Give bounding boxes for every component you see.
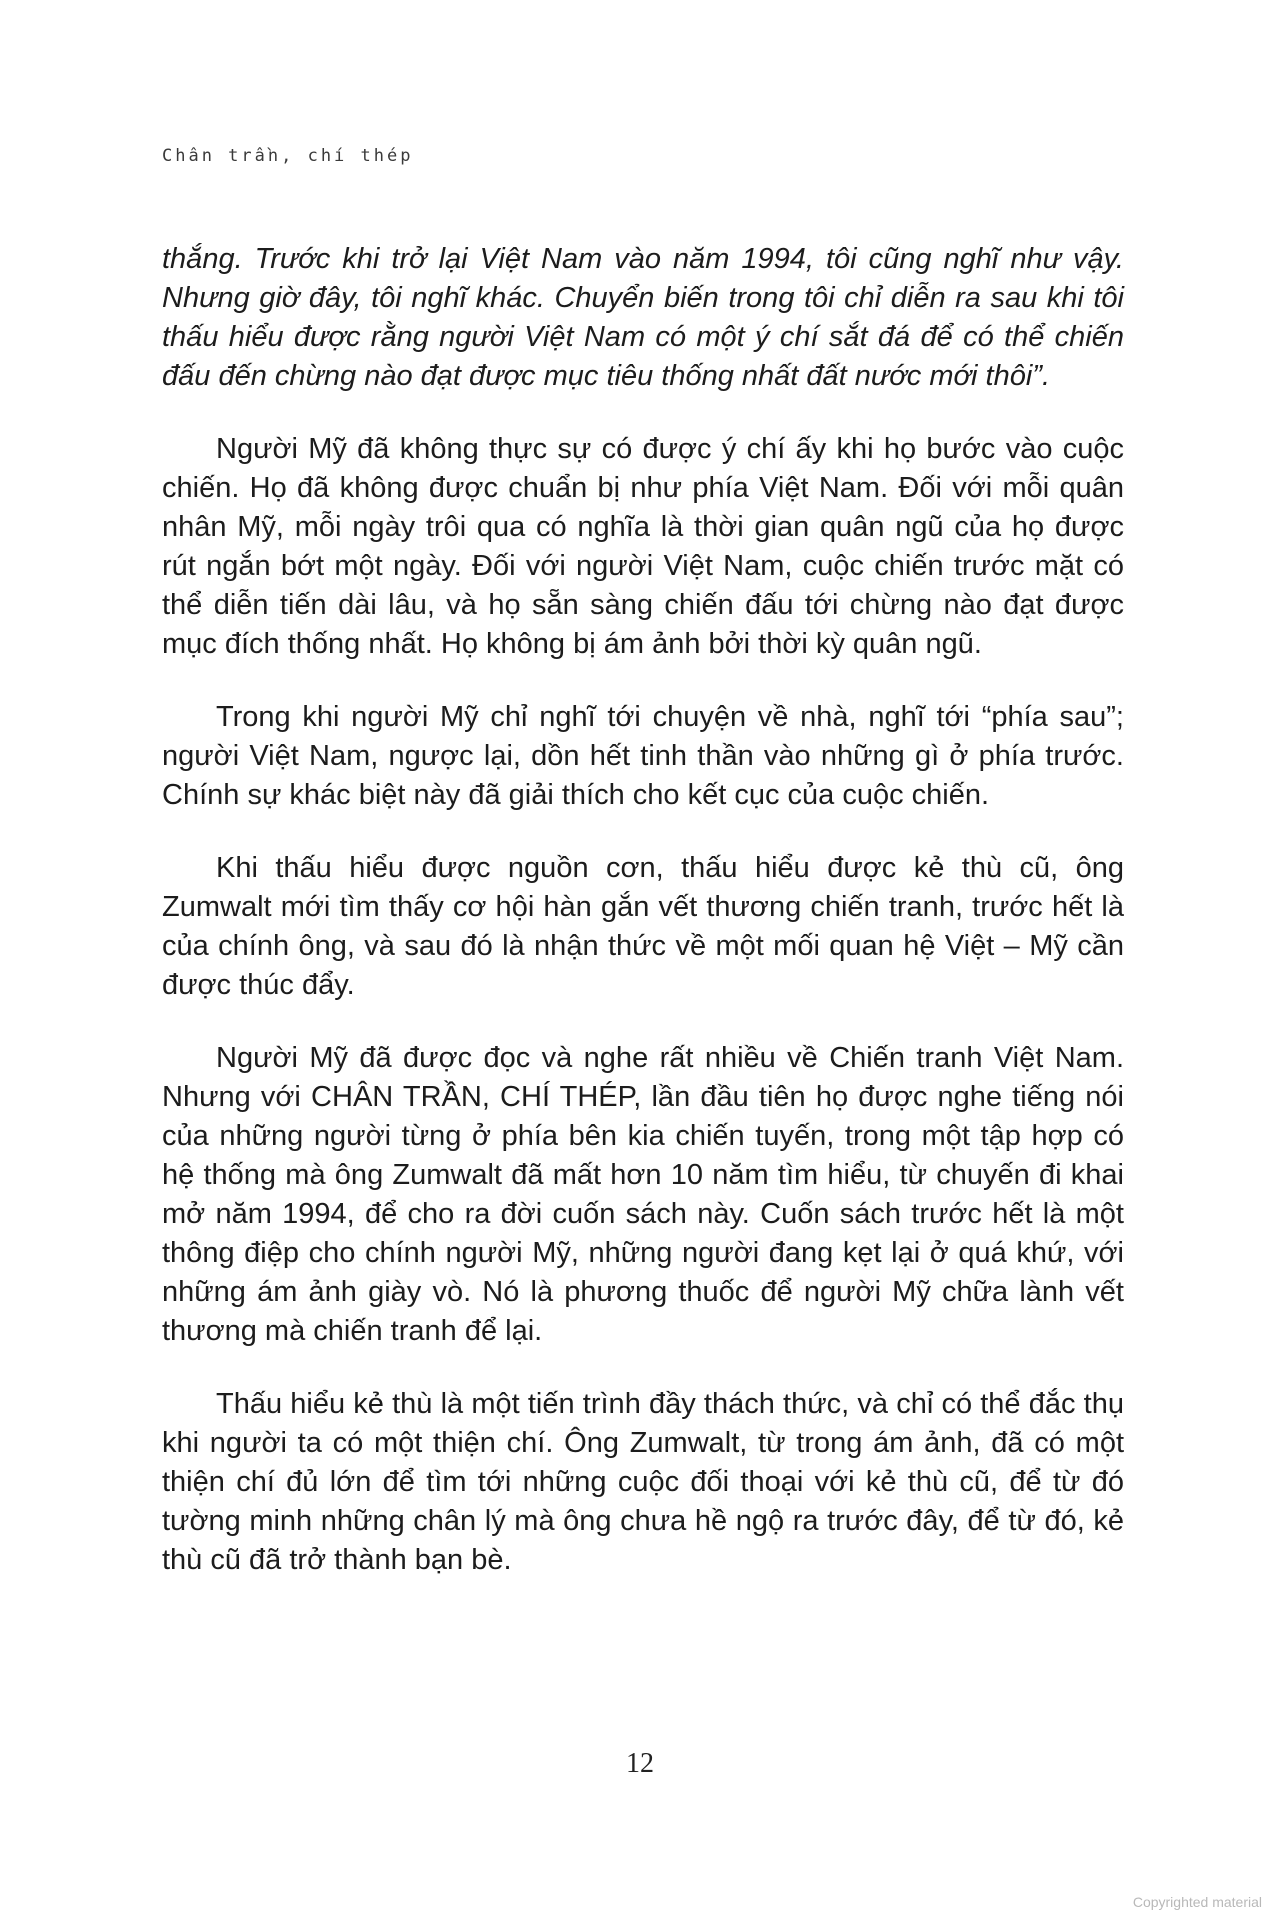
copyright-watermark: Copyrighted material bbox=[1132, 1894, 1262, 1910]
paragraph: Người Mỹ đã được đọc và nghe rất nhiều về Chiến tranh Việt Nam. Nhưng với CHÂN TRẦN, CHÍ THÉP, lần đầu tiên họ được nghe tiếng nói của những người từng ở phía bên kia chiến tuyến, trong một tập hợp có hệ thống mà ông Zumwalt đã mất hơn 10 năm tìm hiểu, từ chuyến đi khai mở năm 1994, để cho ra đời cuốn sách này. Cuốn sách trước hết là một thông điệp cho chính người Mỹ, những người đang kẹt lại ở quá khứ, với những ám ảnh giày vò. Nó là phương thuốc để người Mỹ chữa lành vết thương mà chiến tranh để lại. bbox=[162, 1042, 1124, 1347]
paragraph: Trong khi người Mỹ chỉ nghĩ tới chuyện về nhà, nghĩ tới “phía sau”; người Việt Nam, ngược lại, dồn hết tinh thần vào những gì ở phía trước. Chính sự khác biệt này đã giải thích cho kết cục của cuộc chiến. bbox=[162, 701, 1124, 811]
paragraph: Khi thấu hiểu được nguồn cơn, thấu hiểu được kẻ thù cũ, ông Zumwalt mới tìm thấy cơ hội hàn gắn vết thương chiến tranh, trước hết là của chính ông, và sau đó là nhận thức về một mối quan hệ Việt – Mỹ cần được thúc đẩy. bbox=[162, 852, 1124, 1001]
running-header: Chân trần, chí thép bbox=[162, 146, 414, 166]
lead-paragraph: thắng. Trước khi trở lại Việt Nam vào năm 1994, tôi cũng nghĩ như vậy. Nhưng giờ đây, tôi nghĩ khác. Chuyển biến trong tôi chỉ diễn ra sau khi tôi thấu hiểu được rằng người Việt Nam có một ý chí sắt đá để có thể chiến đấu đến chừng nào đạt được mục tiêu thống nhất đất nước mới thôi”. bbox=[162, 243, 1124, 392]
paragraph: Người Mỹ đã không thực sự có được ý chí ấy khi họ bước vào cuộc chiến. Họ đã không được chuẩn bị như phía Việt Nam. Đối với mỗi quân nhân Mỹ, mỗi ngày trôi qua có nghĩa là thời gian quân ngũ của họ được rút ngắn bớt một ngày. Đối với người Việt Nam, cuộc chiến trước mặt có thể diễn tiến dài lâu, và họ sẵn sàng chiến đấu tới chừng nào đạt được mục đích thống nhất. Họ không bị ám ảnh bởi thời kỳ quân ngũ. bbox=[162, 433, 1124, 660]
page-number: 12 bbox=[626, 1748, 654, 1779]
body-text bbox=[162, 240, 1124, 1614]
paragraph: Thấu hiểu kẻ thù là một tiến trình đầy thách thức, và chỉ có thể đắc thụ khi người ta có một thiện chí. Ông Zumwalt, từ trong ám ảnh, đã có một thiện chí đủ lớn để tìm tới những cuộc đối thoại với kẻ thù cũ, để từ đó tường minh những chân lý mà ông chưa hề ngộ ra trước đây, để từ đó, kẻ thù cũ đã trở thành bạn bè. bbox=[162, 1388, 1124, 1576]
